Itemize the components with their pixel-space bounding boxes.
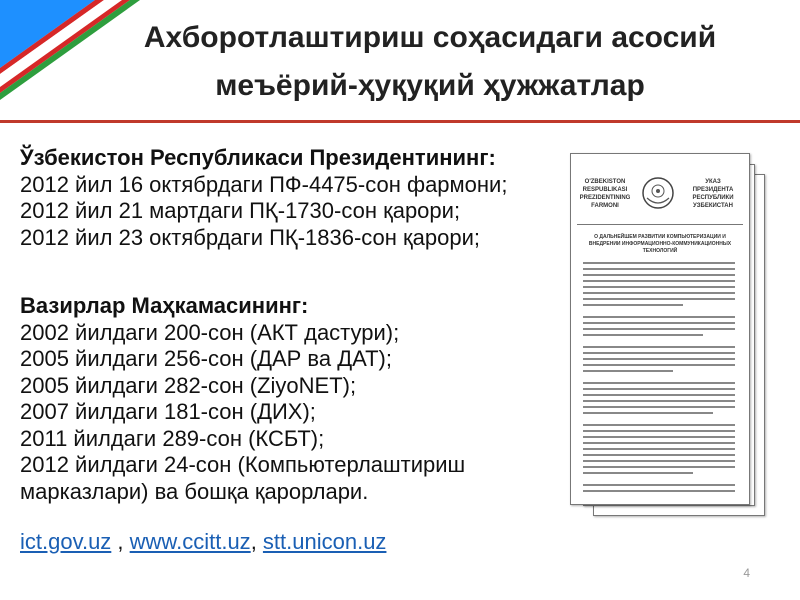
page-number: 4 xyxy=(743,566,750,580)
link-separator: , xyxy=(111,529,130,554)
cabinet-heading: Вазирлар Маҳкамасининг: xyxy=(20,293,309,318)
document-header-left: O'ZBEKISTON RESPUBLIKASI PREZIDENTINING FARMONI xyxy=(579,179,631,209)
document-separator xyxy=(577,224,743,225)
title-line-2: меъёрий-ҳуқуқий ҳужжатлар xyxy=(215,69,645,102)
president-decrees-block xyxy=(20,145,580,251)
president-heading: Ўзбекистон Республикаси Президентининг: xyxy=(20,145,496,170)
list-item: 2012 йил 21 мартдаги ПҚ-1730-сон қарори; xyxy=(20,198,461,223)
list-item: 2005 йилдаги 282-сон (ZiyoNET); xyxy=(20,372,357,398)
document-sheet-front xyxy=(570,153,750,505)
decree-document-image xyxy=(565,148,765,518)
list-item: марказлари) ва бошқа қарорлари. xyxy=(20,478,369,504)
list-item: 2012 йил 23 октябрдаги ПҚ-1836-сон қарори; xyxy=(20,224,481,250)
cabinet-decisions-block xyxy=(20,293,560,505)
document-header-right: УКАЗ ПРЕЗИДЕНТА РЕСПУБЛИКИ УЗБЕКИСТАН xyxy=(692,179,734,209)
list-item: 2012 йил 16 октябрдаги ПФ-4475-сон фармони; xyxy=(20,171,508,197)
link-ict-gov[interactable]: ict.gov.uz xyxy=(20,529,112,554)
links-row xyxy=(20,528,386,556)
list-item: 2007 йилдаги 181-сон (ДИХ); xyxy=(20,399,316,424)
list-item: 2005 йилдаги 256-сон (ДАР ва ДАТ); xyxy=(20,346,392,371)
list-item: 2011 йилдаги 289-сон (КСБТ); xyxy=(20,425,325,451)
list-item: 2002 йилдаги 200-сон (АКТ дастури); xyxy=(20,319,400,345)
document-title: О ДАЛЬНЕЙШЕМ РАЗВИТИИ КОМПЬЮТЕРИЗАЦИИ И ВНЕДРЕНИИ ИНФОРМАЦИОННО-КОММУНИКАЦИОННЫХ ТЕХНОЛОГИЙ xyxy=(588,234,732,254)
link-ccitt[interactable]: www.ccitt.uz xyxy=(129,529,251,554)
page-title xyxy=(100,14,760,110)
link-separator: , xyxy=(250,529,263,554)
list-item: 2012 йилдаги 24-сон (Компьютерлаштириш xyxy=(20,452,466,477)
link-unicon[interactable]: stt.unicon.uz xyxy=(262,529,387,554)
title-line-1: Ахборотлаштириш соҳасидаги асосий xyxy=(143,21,717,54)
title-divider xyxy=(0,120,800,123)
emblem-icon xyxy=(641,176,675,210)
